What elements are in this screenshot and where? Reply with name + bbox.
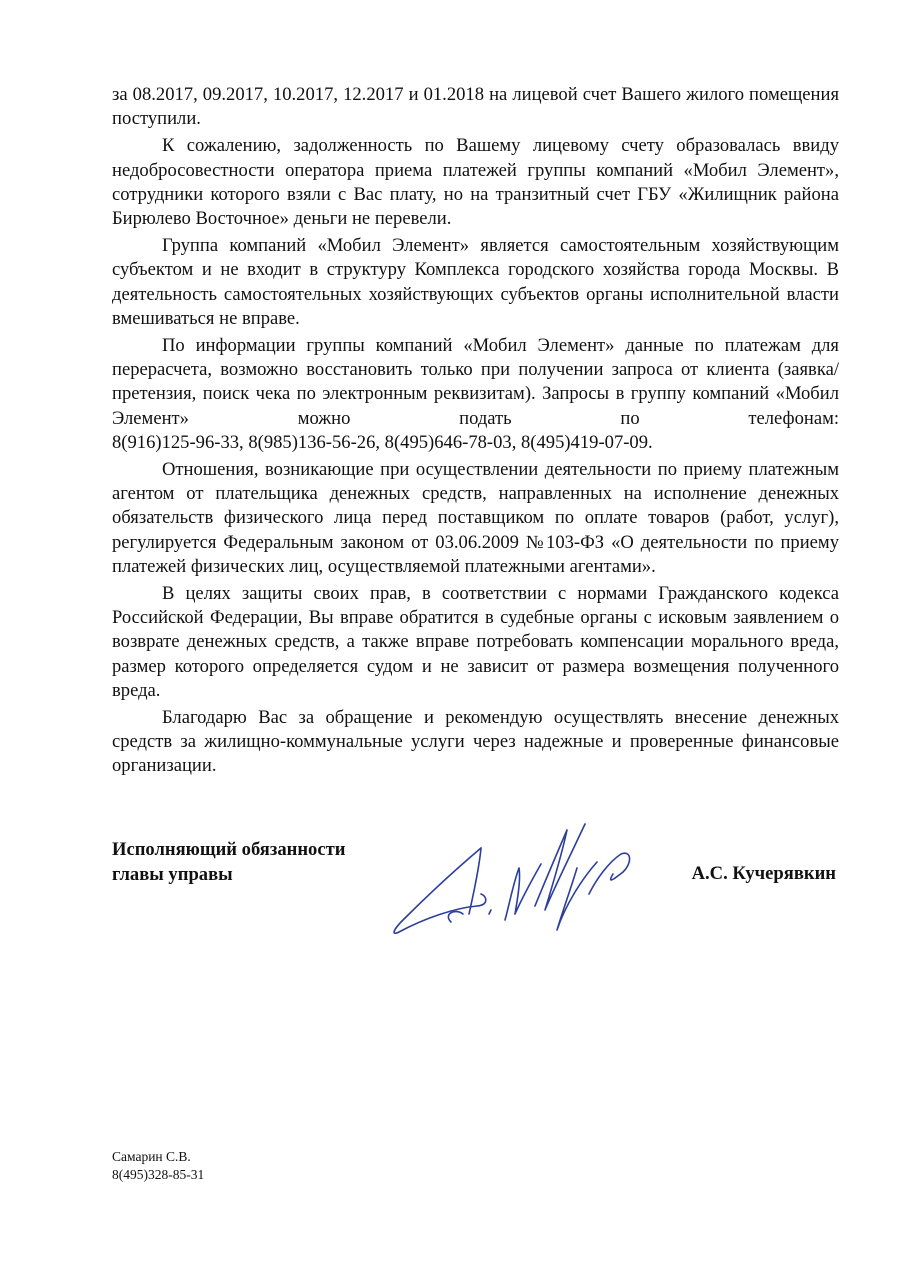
signatory-position <box>112 838 345 887</box>
letter-body <box>112 83 839 779</box>
contact-phones: 8(916)125-96-33, 8(985)136-56-26, 8(495)646-78-03, 8(495)419-07-09. <box>112 431 653 453</box>
paragraph-payments-received: за 08.2017, 09.2017, 10.2017, 12.2017 и 01.2018 на лицевой счет Вашего жилого помещения поступили. <box>112 84 839 130</box>
position-line-1: Исполняющий обязанности <box>112 839 346 860</box>
paragraph-recalculation-info <box>112 334 839 455</box>
paragraph-closing: Благодарю Вас за обращение и рекомендую осуществлять внесение денежных средств за жилищно-коммунальные услуги через надежные и проверенные финансовые организации. <box>112 707 839 777</box>
recalculation-text: По информации группы компаний «Мобил Элемент» данные по платежам для перерасчета, возможно восстановить только при получении запроса от клиента (заявка/претензия, поиск чека по электронным реквизитам). Запросы в группу компаний «Мобил Элемент» можно подать по телефонам: <box>112 335 839 429</box>
executor-info <box>112 1148 204 1184</box>
signatory-name: А.С. Кучерявкин <box>691 863 836 884</box>
position-line-2: главы управы <box>112 863 233 885</box>
paragraph-debt-reason: К сожалению, задолженность по Вашему лицевому счету образовалась ввиду недобросовестности оператора приема платежей группы компаний «Мобил Элемент», сотрудники которого взяли с Вас плату, но на транзитный счет ГБУ «Жилищник района Бирюлево Восточное» деньги не перевели. <box>112 135 839 230</box>
paragraph-legal-basis: Отношения, возникающие при осуществлении деятельности по приему платежным агентом от плательщика денежных средств, направленных на исполнение денежных обязательств физического лица перед поставщиком по оплате товаров (работ, услуг), регулируется Федеральным законом от 03.06.2009 №103-ФЗ «О деятельности по приему платежей физических лиц, осуществляемой платежными агентами». <box>112 459 839 577</box>
executor-phone: 8(495)328-85-31 <box>112 1167 205 1182</box>
paragraph-mobil-element-status: Группа компаний «Мобил Элемент» является самостоятельным хозяйствующим субъектом и не входит в структуру Комплекса городского хозяйства города Москвы. В деятельность самостоятельных хозяйствующих субъектов органы исполнительной власти вмешиваться не вправе. <box>112 235 839 329</box>
handwritten-signature <box>385 810 645 940</box>
executor-name: Самарин С.В. <box>112 1149 191 1164</box>
paragraph-rights-protection: В целях защиты своих прав, в соответствии с нормами Гражданского кодекса Российской Федерации, Вы вправе обратится в судебные органы с исковым заявлением о возврате денежных средств, а также вправе потребовать компенсации морального вреда, размер которого определяется судом и не зависит от размера возмещения полученного вреда. <box>112 583 839 701</box>
